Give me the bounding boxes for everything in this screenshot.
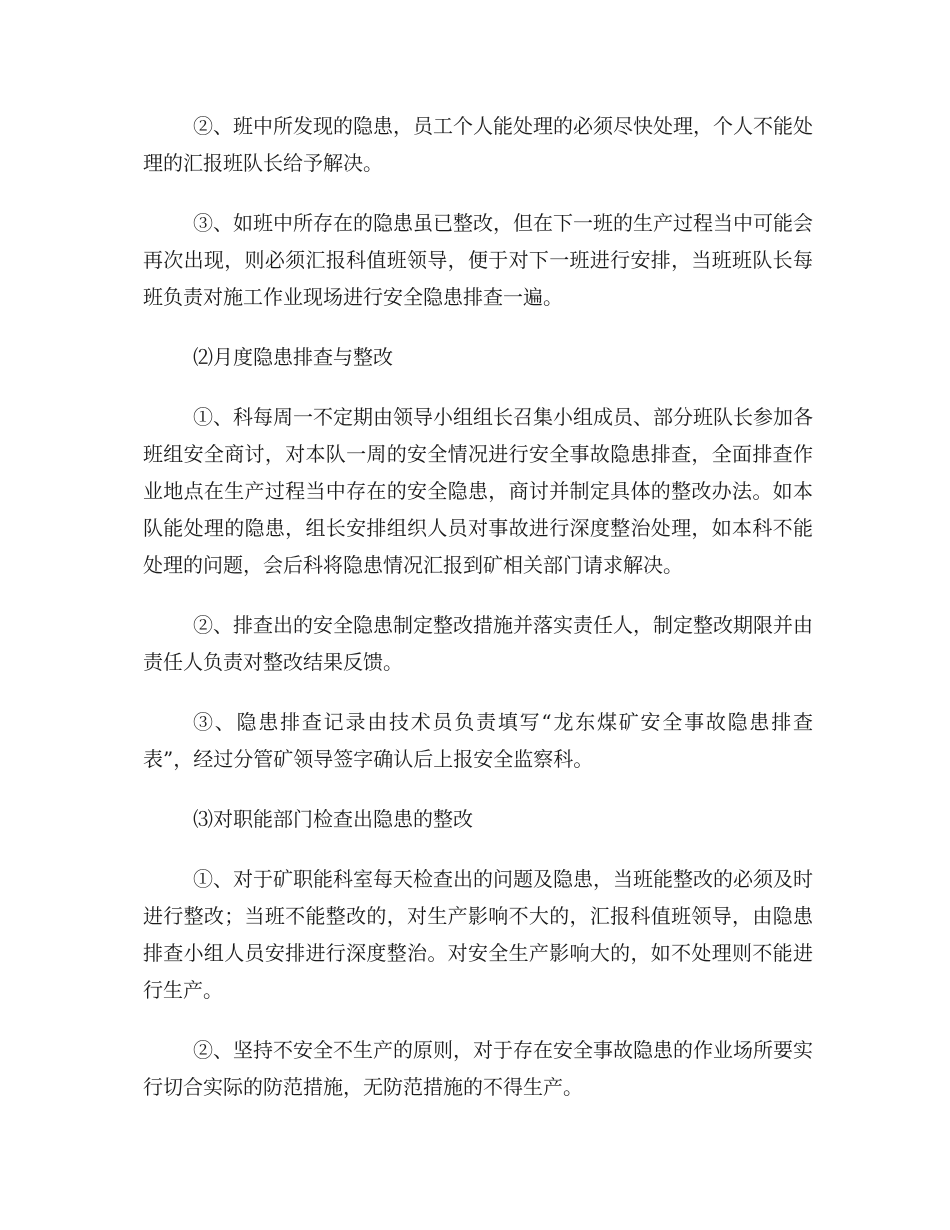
paragraph-3: ①、科每周一不定期由领导小组组长召集小组成员、部分班队长参加各班组安全商讨，对本队一周的安全情况进行安全事故隐患排查，全面排查作业地点在生产过程当中存在的安全隐患，商讨并制定具体的整改办法。如本队能处理的隐患，组长安排组织人员对事故进行深度整治处理，如本科不能处理的问题，会后科将隐患情况汇报到矿相关部门请求解决。 — [143, 405, 813, 577]
paragraph-2: ③、如班中所存在的隐患虽已整改，但在下一班的生产过程当中可能会再次出现，则必须汇报科值班领导，便于对下一班进行安排，当班班队长每班负责对施工作业现场进行安全隐患排查一遍。 — [143, 211, 813, 309]
paragraph-6: ①、对于矿职能科室每天检查出的问题及隐患，当班能整改的必须及时进行整改；当班不能整改的，对生产影响不大的，汇报科值班领导，由隐患排查小组人员安排进行深度整治。对安全生产影响大的，如不处理则不能进行生产。 — [143, 867, 813, 1002]
paragraph-5: ③、隐患排查记录由技术员负责填写“龙东煤矿安全事故隐患排查表”，经过分管矿领导签字确认后上报安全监察科。 — [143, 710, 813, 771]
section-heading-monthly: ⑵月度隐患排查与整改 — [193, 345, 393, 369]
document-body — [143, 108, 813, 1129]
section-heading-departments: ⑶对职能部门检查出隐患的整改 — [193, 807, 473, 831]
paragraph-7: ②、坚持不安全不生产的原则，对于存在安全事故隐患的作业场所要实行切合实际的防范措施，无防范措施的不得生产。 — [143, 1038, 813, 1099]
paragraph-4: ②、排查出的安全隐患制定整改措施并落实责任人，制定整改期限并由责任人负责对整改结果反馈。 — [143, 613, 813, 674]
paragraph-1: ②、班中所发现的隐患，员工个人能处理的必须尽快处理，个人不能处理的汇报班队长给予解决。 — [143, 114, 813, 175]
